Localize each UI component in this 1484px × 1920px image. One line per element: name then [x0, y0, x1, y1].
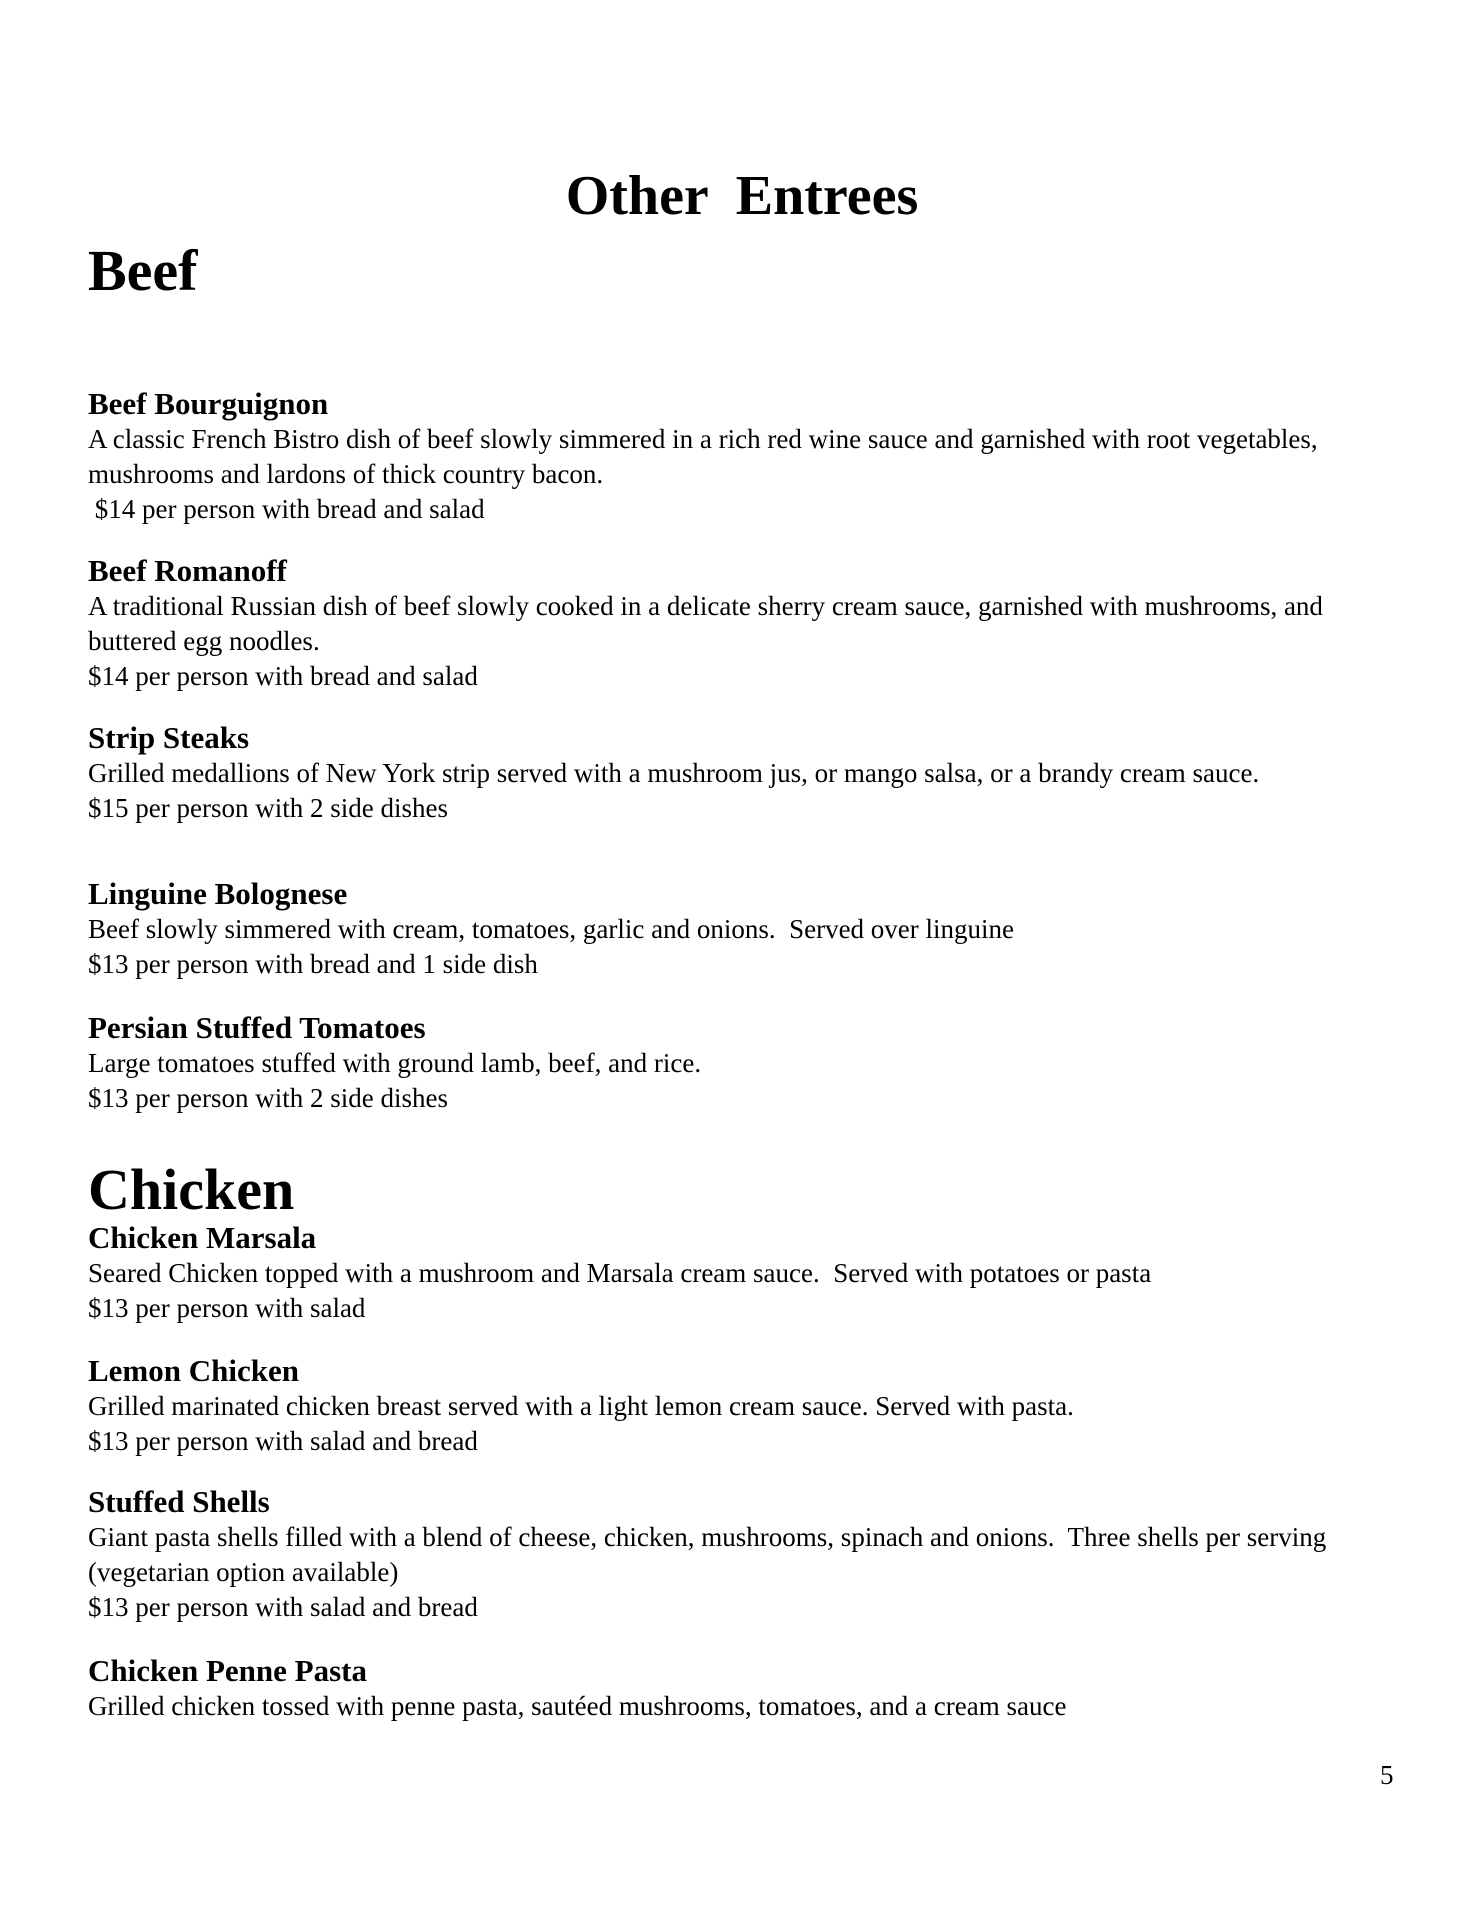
- menu-item-price: $13 per person with 2 side dishes: [88, 1083, 448, 1113]
- menu-item-name: Lemon Chicken: [88, 1353, 299, 1388]
- menu-item-name: Chicken Marsala: [88, 1220, 317, 1255]
- menu-item-description: Grilled chicken tossed with penne pasta, sautéed mushrooms, tomatoes, and a cream sauce: [88, 1691, 1067, 1721]
- menu-item-persian-stuffed-tomatoes: [88, 1010, 1418, 1116]
- menu-item-description: A traditional Russian dish of beef slowly cooked in a delicate sherry cream sauce, garnished with mushrooms, and buttered egg noodles.: [88, 591, 1330, 656]
- menu-item-beef-bourguignon: [88, 386, 1418, 527]
- menu-item-strip-steaks: [88, 720, 1418, 826]
- menu-item-name: Beef Romanoff: [88, 553, 287, 588]
- menu-item-name: Stuffed Shells: [88, 1484, 270, 1519]
- menu-item-price: $14 per person with bread and salad: [88, 494, 485, 524]
- menu-item-beef-romanoff: [88, 553, 1418, 694]
- menu-item-description: Seared Chicken topped with a mushroom and Marsala cream sauce. Served with potatoes or pasta: [88, 1258, 1152, 1288]
- menu-item-name: Persian Stuffed Tomatoes: [88, 1010, 426, 1045]
- menu-item-description: Giant pasta shells filled with a blend of cheese, chicken, mushrooms, spinach and onions. Three shells per serving (vegetarian option available): [88, 1522, 1333, 1587]
- menu-item-name: Linguine Bolognese: [88, 876, 348, 911]
- menu-item-chicken-marsala: [88, 1220, 1418, 1326]
- menu-item-description: Large tomatoes stuffed with ground lamb, beef, and rice.: [88, 1048, 702, 1078]
- menu-item-price: $13 per person with salad and bread: [88, 1592, 478, 1622]
- menu-item-description: Beef slowly simmered with cream, tomatoes, garlic and onions. Served over linguine: [88, 914, 1015, 944]
- menu-item-price: $15 per person with 2 side dishes: [88, 793, 448, 823]
- menu-item-description: Grilled marinated chicken breast served with a light lemon cream sauce. Served with pasta.: [88, 1391, 1074, 1421]
- page-number: 5: [1380, 1760, 1394, 1790]
- menu-item-linguine-bolognese: [88, 876, 1418, 982]
- menu-item-name: Chicken Penne Pasta: [88, 1653, 367, 1688]
- menu-item-description: Grilled medallions of New York strip served with a mushroom jus, or mango salsa, or a brandy cream sauce.: [88, 758, 1260, 788]
- section-heading-beef: Beef: [88, 238, 198, 303]
- menu-item-price: $13 per person with bread and 1 side dish: [88, 949, 538, 979]
- menu-item-price: $13 per person with salad and bread: [88, 1426, 478, 1456]
- menu-item-description: A classic French Bistro dish of beef slowly simmered in a rich red wine sauce and garnished with root vegetables, mushrooms and lardons of thick country bacon.: [88, 424, 1325, 489]
- menu-item-price: $14 per person with bread and salad: [88, 661, 478, 691]
- menu-item-name: Beef Bourguignon: [88, 386, 329, 421]
- section-heading-chicken: Chicken: [88, 1157, 295, 1222]
- menu-item-name: Strip Steaks: [88, 720, 250, 755]
- page-title: Other Entrees: [565, 165, 919, 227]
- menu-item-stuffed-shells: [88, 1484, 1418, 1625]
- menu-item-lemon-chicken: [88, 1353, 1418, 1459]
- menu-item-chicken-penne-pasta: [88, 1653, 1418, 1724]
- menu-item-price: $13 per person with salad: [88, 1293, 366, 1323]
